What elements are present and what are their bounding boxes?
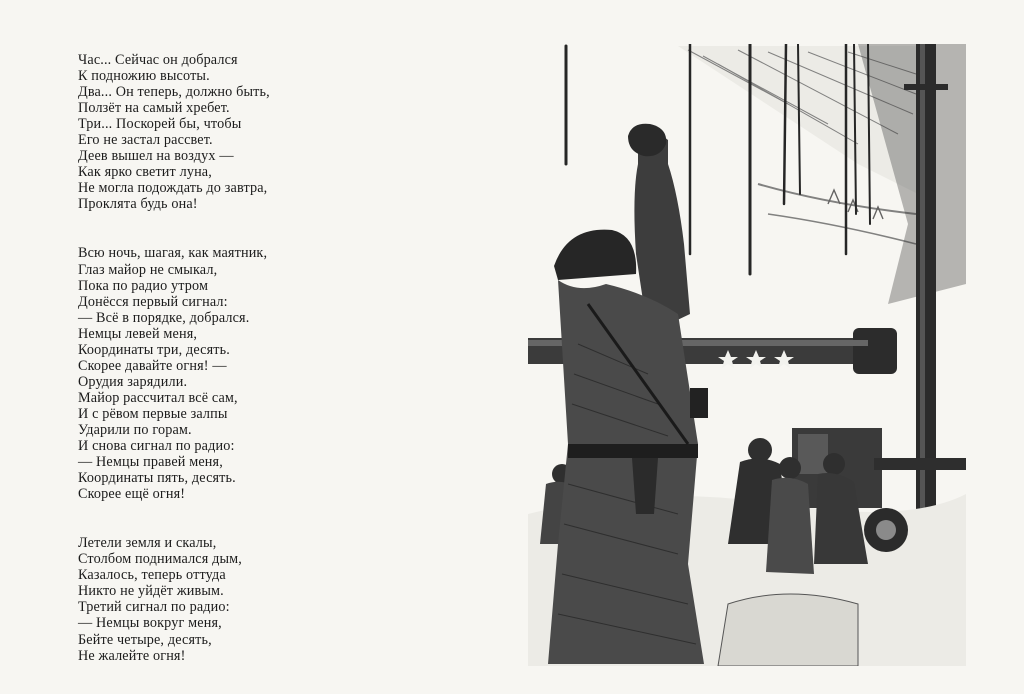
stanza-2 — [78, 245, 438, 502]
poem-line: Два... Он теперь, должно быть, — [78, 84, 270, 101]
stanza-3 — [78, 535, 438, 663]
poem-line: Всю ночь, шагая, как маятник, — [78, 245, 268, 262]
poem-line: Немцы левей меня, — [78, 325, 198, 342]
poem-line: Скорее ещё огня! — [78, 486, 186, 503]
poem-line: — Немцы вокруг меня, — [78, 615, 222, 632]
poem-line: Как ярко светит луна, — [78, 164, 212, 181]
poem-line: Не могла подождать до завтра, — [78, 180, 268, 197]
poem-line: Майор рассчитал всё сам, — [78, 389, 238, 406]
poem-line: Казалось, теперь оттуда — [78, 567, 226, 584]
poem-line: Скорее давайте огня! — — [78, 357, 227, 374]
poem-line: Не жалейте огня! — [78, 647, 186, 664]
foreground-snow — [718, 594, 858, 666]
poem-line: Никто не уйдёт живым. — [78, 583, 224, 600]
poem-line: Бейте четыре, десять, — [78, 631, 212, 648]
poem-line: Ползёт на самый хребет. — [78, 100, 230, 117]
poem-line: Его не застал рассвет. — [78, 132, 213, 149]
poem-line: Час... Сейчас он добрался — [78, 52, 238, 68]
poem-line: Летели земля и скалы, — [78, 535, 217, 552]
poem-line: Ударили по горам. — [78, 421, 192, 438]
war-illustration — [528, 44, 966, 666]
poem-line: Деев вышел на воздух — — [78, 148, 234, 165]
poem-line: — Всё в порядке, добрался. — [78, 309, 250, 326]
poem-text — [78, 52, 438, 664]
poem-line: Проклята будь она! — [78, 196, 198, 213]
poem-line: Пока по радио утром — [78, 277, 209, 294]
poem-line: К подножию высоты. — [78, 68, 210, 85]
poem-line: Столбом поднимался дым, — [78, 551, 243, 568]
poem-line: И снова сигнал по радио: — [78, 438, 235, 455]
poem-line: Донёсся первый сигнал: — [78, 293, 228, 310]
poem-line: Три... Поскорей бы, чтобы — [78, 116, 242, 133]
poem-line: И с рёвом первые залпы — [78, 405, 228, 422]
poem-line: Координаты три, десять. — [78, 341, 230, 358]
stanza-1 — [78, 52, 438, 212]
poem-line: Координаты пять, десять. — [78, 470, 236, 487]
poem-line: Глаз майор не смыкал, — [78, 261, 218, 278]
poem-line: Третий сигнал по радио: — [78, 599, 230, 616]
poem-line: Орудия зарядили. — [78, 373, 188, 390]
poem-line: — Немцы правей меня, — [78, 454, 223, 471]
